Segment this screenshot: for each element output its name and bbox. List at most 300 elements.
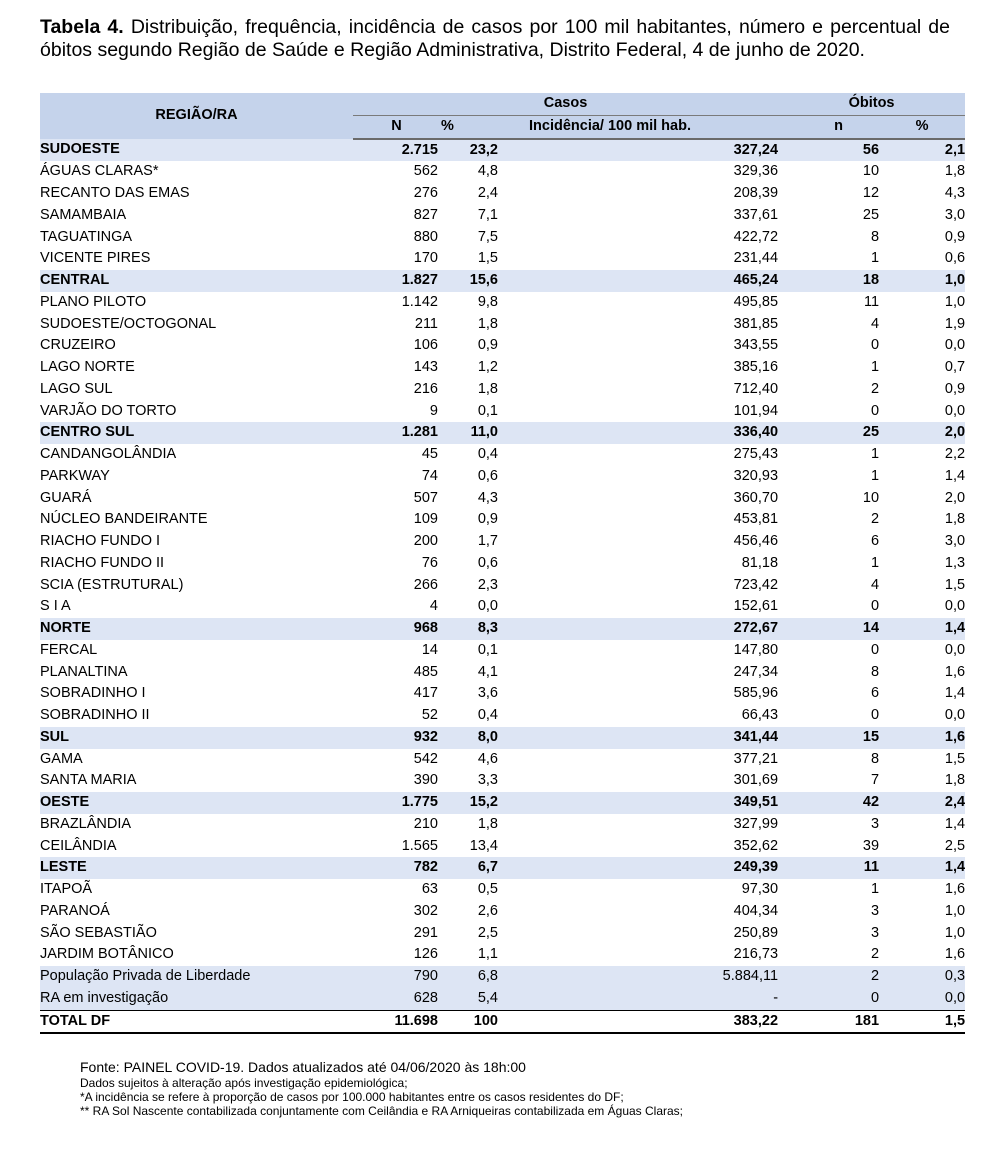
row-cases-pct: 8,3 xyxy=(438,618,498,640)
table-row xyxy=(40,683,965,705)
row-incidencia: 712,40 xyxy=(733,380,779,397)
header-regiao: REGIÃO/RA xyxy=(40,93,353,139)
row-incidencia: 5.884,11 xyxy=(498,966,778,988)
row-obitos-pct: 1,6 xyxy=(944,663,966,680)
row-name: PARKWAY xyxy=(40,467,110,484)
row-name: SAMAMBAIA xyxy=(40,206,127,223)
table-row xyxy=(40,466,965,488)
row-obitos-n: 3 xyxy=(870,815,880,832)
row-cases-pct: 7,5 xyxy=(477,228,498,245)
row-obitos-n: 0 xyxy=(870,337,880,354)
row-cases-pct: 3,6 xyxy=(477,685,498,702)
row-obitos-n: 4 xyxy=(870,576,880,593)
row-cases-pct: 0,0 xyxy=(477,598,498,615)
row-name: S I A xyxy=(40,598,71,615)
row-cases-n: 63 xyxy=(421,881,438,897)
row-cases-pct: 4,6 xyxy=(477,750,498,767)
row-cases-pct: 9,8 xyxy=(477,293,498,310)
table-caption xyxy=(40,16,950,62)
region-group-row xyxy=(40,857,965,879)
row-obitos-n: 3 xyxy=(870,924,880,941)
row-cases-pct: 2,6 xyxy=(477,902,498,919)
region-group-row xyxy=(40,618,965,640)
table-row xyxy=(40,640,965,662)
caption-label: Tabela 4. xyxy=(40,16,124,38)
row-obitos-pct: 1,3 xyxy=(944,554,966,571)
row-cases-n: 4 xyxy=(429,598,438,615)
row-name: ITAPOÃ xyxy=(40,881,93,897)
row-obitos-pct: 1,6 xyxy=(879,727,965,749)
row-cases-pct: 1,8 xyxy=(477,315,498,332)
row-name: BRAZLÂNDIA xyxy=(40,815,132,832)
row-obitos-pct: 1,8 xyxy=(944,511,966,528)
row-name: SCIA (ESTRUTURAL) xyxy=(40,576,184,593)
table-row xyxy=(40,944,965,966)
row-incidencia: 216,73 xyxy=(733,946,779,963)
row-name: VARJÃO DO TORTO xyxy=(40,402,177,419)
row-obitos-n: 2 xyxy=(778,966,879,988)
row-obitos-n: 1 xyxy=(870,359,880,375)
row-cases-pct: 13,4 xyxy=(469,837,498,854)
row-name: SUDOESTE xyxy=(40,139,353,162)
total-obitos-n: 181 xyxy=(778,1010,879,1033)
total-name: TOTAL DF xyxy=(40,1010,353,1033)
row-incidencia: 320,93 xyxy=(733,467,779,484)
row-incidencia: 360,70 xyxy=(733,489,779,506)
row-cases-n: 2.715 xyxy=(353,139,438,162)
row-incidencia: 327,99 xyxy=(733,815,779,832)
region-group-row xyxy=(40,270,965,292)
table-row xyxy=(40,205,965,227)
table-row xyxy=(40,531,965,553)
row-incidencia: 585,96 xyxy=(733,685,779,702)
row-obitos-n: 1 xyxy=(870,554,880,571)
row-cases-n: 216 xyxy=(413,380,438,397)
row-name: CANDANGOLÂNDIA xyxy=(40,446,177,462)
row-incidencia: 385,16 xyxy=(733,359,779,375)
row-cases-n: 126 xyxy=(413,946,438,963)
table-row xyxy=(40,314,965,336)
table-row xyxy=(40,183,965,205)
row-obitos-n: 0 xyxy=(870,598,880,615)
total-obitos-pct: 1,5 xyxy=(879,1010,965,1033)
row-cases-pct: 11,0 xyxy=(438,422,498,444)
row-obitos-pct: 0,0 xyxy=(879,988,965,1010)
row-cases-n: 417 xyxy=(413,685,438,702)
row-name: RECANTO DAS EMAS xyxy=(40,185,190,201)
row-incidencia: 272,67 xyxy=(498,618,778,640)
row-name: PARANOÁ xyxy=(40,902,110,919)
row-obitos-pct: 2,4 xyxy=(879,792,965,814)
row-obitos-n: 1 xyxy=(870,250,880,267)
row-cases-n: 52 xyxy=(421,707,438,723)
row-incidencia: 349,51 xyxy=(498,792,778,814)
total-incidencia: 383,22 xyxy=(498,1010,778,1033)
table-row xyxy=(40,357,965,379)
table-row xyxy=(40,749,965,771)
row-obitos-n: 25 xyxy=(862,206,880,223)
row-obitos-n: 0 xyxy=(870,707,880,723)
row-incidencia: 327,24 xyxy=(498,139,778,162)
row-obitos-pct: 1,0 xyxy=(944,293,966,310)
row-name: CENTRO SUL xyxy=(40,422,353,444)
row-name: CRUZEIRO xyxy=(40,337,116,354)
row-cases-n: 880 xyxy=(413,228,438,245)
row-cases-n: 14 xyxy=(421,641,438,658)
row-name: GAMA xyxy=(40,750,83,767)
row-cases-n: 782 xyxy=(353,857,438,879)
header-n: N xyxy=(353,115,438,138)
row-obitos-n: 6 xyxy=(870,533,880,549)
row-cases-pct: 0,1 xyxy=(477,641,498,658)
table-row xyxy=(40,379,965,401)
row-obitos-n: 14 xyxy=(778,618,879,640)
row-incidencia: 147,80 xyxy=(733,641,779,658)
row-obitos-pct: 0,3 xyxy=(879,966,965,988)
row-name: NÚCLEO BANDEIRANTE xyxy=(40,511,208,528)
table-row xyxy=(40,662,965,684)
region-group-row xyxy=(40,792,965,814)
header-casos: Casos xyxy=(353,93,778,115)
table-row xyxy=(40,292,965,314)
row-incidencia: 453,81 xyxy=(733,511,779,528)
row-name: GUARÁ xyxy=(40,489,92,506)
row-obitos-n: 1 xyxy=(870,467,880,484)
row-cases-n: 1.565 xyxy=(401,837,438,854)
row-cases-pct: 15,2 xyxy=(438,792,498,814)
table-row xyxy=(40,509,965,531)
table-row xyxy=(40,705,965,727)
row-obitos-n: 8 xyxy=(870,663,880,680)
row-cases-n: 291 xyxy=(413,924,438,941)
row-obitos-n: 15 xyxy=(778,727,879,749)
row-incidencia: 352,62 xyxy=(733,837,779,854)
table-row xyxy=(40,335,965,357)
row-name: População Privada de Liberdade xyxy=(40,966,353,988)
row-cases-pct: 2,3 xyxy=(477,576,498,593)
row-obitos-pct: 0,9 xyxy=(944,228,966,245)
row-obitos-pct: 2,0 xyxy=(944,489,966,506)
row-incidencia: 337,61 xyxy=(733,206,779,223)
note-line: *A incidência se refere à proporção de casos por 100.000 habitantes entre os casos residentes do DF; xyxy=(80,1090,624,1104)
row-name: SUDOESTE/OCTOGONAL xyxy=(40,315,217,332)
header-row-top xyxy=(40,93,965,115)
cases-table xyxy=(40,93,965,1034)
row-name: LESTE xyxy=(40,857,353,879)
table-row xyxy=(40,444,965,466)
row-cases-n: 1.775 xyxy=(353,792,438,814)
row-name: CEILÂNDIA xyxy=(40,837,117,854)
row-cases-n: 827 xyxy=(413,206,438,223)
row-cases-pct: 1,5 xyxy=(477,250,498,267)
row-obitos-pct: 1,4 xyxy=(879,618,965,640)
row-cases-n: 76 xyxy=(421,554,438,571)
row-obitos-n: 0 xyxy=(870,641,880,658)
row-cases-pct: 1,8 xyxy=(477,380,498,397)
row-obitos-n: 10 xyxy=(862,489,880,506)
row-incidencia: 404,34 xyxy=(733,902,779,919)
row-cases-n: 45 xyxy=(421,446,438,462)
row-cases-pct: 0,4 xyxy=(477,707,498,723)
row-obitos-pct: 1,4 xyxy=(879,857,965,879)
row-cases-pct: 0,1 xyxy=(477,402,498,419)
row-cases-pct: 2,4 xyxy=(477,185,498,201)
row-obitos-n: 4 xyxy=(870,315,880,332)
header-n-obitos: n xyxy=(778,115,879,138)
row-cases-pct: 0,5 xyxy=(477,881,498,897)
table-row xyxy=(40,488,965,510)
row-obitos-pct: 1,8 xyxy=(944,163,966,180)
row-obitos-pct: 0,7 xyxy=(944,359,966,375)
row-obitos-n: 2 xyxy=(870,511,880,528)
note-line: ** RA Sol Nascente contabilizada conjuntamente com Ceilândia e RA Arniqueiras contabilizada em Águas Claras; xyxy=(80,1104,684,1118)
total-n: 11.698 xyxy=(353,1010,438,1033)
row-cases-pct: 7,1 xyxy=(477,206,498,223)
table-row xyxy=(40,401,965,423)
row-cases-n: 9 xyxy=(429,402,438,419)
row-cases-n: 170 xyxy=(413,250,438,267)
region-group-row xyxy=(40,139,965,162)
row-obitos-pct: 0,0 xyxy=(944,598,966,615)
row-cases-pct: 6,7 xyxy=(438,857,498,879)
row-name: VICENTE PIRES xyxy=(40,250,151,267)
row-cases-n: 562 xyxy=(413,163,438,180)
row-cases-n: 628 xyxy=(353,988,438,1010)
row-incidencia: 231,44 xyxy=(733,250,779,267)
row-incidencia: 465,24 xyxy=(498,270,778,292)
row-incidencia: - xyxy=(498,988,778,1010)
row-obitos-pct: 4,3 xyxy=(944,185,966,201)
row-obitos-pct: 3,0 xyxy=(944,206,966,223)
row-incidencia: 247,34 xyxy=(733,663,779,680)
row-cases-n: 74 xyxy=(421,467,438,484)
row-obitos-pct: 1,4 xyxy=(944,815,966,832)
row-name: PLANO PILOTO xyxy=(40,293,147,310)
row-cases-pct: 4,1 xyxy=(477,663,498,680)
row-cases-pct: 1,7 xyxy=(477,533,498,549)
row-obitos-pct: 0,0 xyxy=(944,707,966,723)
row-obitos-pct: 1,4 xyxy=(944,685,966,702)
row-incidencia: 66,43 xyxy=(741,707,779,723)
row-cases-pct: 4,8 xyxy=(477,163,498,180)
row-cases-pct: 5,4 xyxy=(438,988,498,1010)
total-pct: 100 xyxy=(438,1010,498,1033)
row-name: SOBRADINHO I xyxy=(40,685,146,702)
row-incidencia: 81,18 xyxy=(741,554,779,571)
row-cases-pct: 4,3 xyxy=(477,489,498,506)
row-obitos-n: 42 xyxy=(778,792,879,814)
row-cases-n: 266 xyxy=(413,576,438,593)
table-row xyxy=(40,227,965,249)
row-obitos-pct: 0,0 xyxy=(944,402,966,419)
header-incidencia: Incidência/ 100 mil hab. xyxy=(498,115,778,138)
row-obitos-pct: 1,5 xyxy=(944,576,966,593)
row-obitos-n: 56 xyxy=(778,139,879,162)
row-incidencia: 381,85 xyxy=(733,315,779,332)
row-incidencia: 97,30 xyxy=(741,881,779,897)
row-obitos-n: 8 xyxy=(870,228,880,245)
table-row xyxy=(40,814,965,836)
row-obitos-pct: 1,4 xyxy=(944,467,966,484)
row-obitos-pct: 1,6 xyxy=(944,946,966,963)
row-cases-pct: 0,4 xyxy=(477,446,498,462)
row-obitos-pct: 2,5 xyxy=(944,837,966,854)
row-cases-n: 109 xyxy=(413,511,438,528)
row-obitos-n: 6 xyxy=(870,685,880,702)
row-cases-n: 790 xyxy=(353,966,438,988)
row-name: TAGUATINGA xyxy=(40,228,133,245)
row-cases-pct: 1,1 xyxy=(477,946,498,963)
row-obitos-n: 25 xyxy=(778,422,879,444)
row-name: CENTRAL xyxy=(40,270,353,292)
row-cases-pct: 23,2 xyxy=(438,139,498,162)
row-incidencia: 723,42 xyxy=(733,576,779,593)
row-cases-pct: 0,9 xyxy=(477,337,498,354)
row-cases-pct: 15,6 xyxy=(438,270,498,292)
row-obitos-n: 0 xyxy=(778,988,879,1010)
row-cases-pct: 3,3 xyxy=(477,772,498,789)
row-cases-n: 200 xyxy=(413,533,438,549)
table-row xyxy=(40,770,965,792)
row-cases-n: 1.281 xyxy=(353,422,438,444)
special-row xyxy=(40,988,965,1010)
row-cases-pct: 1,8 xyxy=(477,815,498,832)
table-row xyxy=(40,596,965,618)
row-cases-n: 106 xyxy=(413,337,438,354)
row-obitos-pct: 2,0 xyxy=(879,422,965,444)
row-obitos-n: 10 xyxy=(862,163,880,180)
header-pct-obitos: % xyxy=(879,115,965,138)
row-incidencia: 249,39 xyxy=(498,857,778,879)
row-obitos-pct: 1,0 xyxy=(944,902,966,919)
row-incidencia: 456,46 xyxy=(733,533,779,549)
row-name: FERCAL xyxy=(40,641,98,658)
row-obitos-pct: 0,0 xyxy=(944,641,966,658)
row-name: PLANALTINA xyxy=(40,663,128,680)
row-obitos-n: 11 xyxy=(863,293,880,310)
row-incidencia: 250,89 xyxy=(733,924,779,941)
table-row xyxy=(40,901,965,923)
region-group-row xyxy=(40,727,965,749)
row-cases-n: 507 xyxy=(413,489,438,506)
row-obitos-pct: 3,0 xyxy=(944,533,966,549)
row-incidencia: 336,40 xyxy=(498,422,778,444)
row-obitos-pct: 0,9 xyxy=(944,380,966,397)
row-obitos-n: 8 xyxy=(870,750,880,767)
row-obitos-n: 39 xyxy=(862,837,880,854)
row-cases-n: 302 xyxy=(413,902,438,919)
row-incidencia: 275,43 xyxy=(733,446,779,462)
row-cases-pct: 6,8 xyxy=(438,966,498,988)
row-name: ÁGUAS CLARAS* xyxy=(40,163,159,180)
row-name: SANTA MARIA xyxy=(40,772,137,789)
row-cases-pct: 0,9 xyxy=(477,511,498,528)
table-row xyxy=(40,553,965,575)
row-obitos-n: 0 xyxy=(870,402,880,419)
row-incidencia: 329,36 xyxy=(733,163,779,180)
row-cases-pct: 0,6 xyxy=(477,554,498,571)
table-body xyxy=(40,139,965,1011)
row-cases-n: 932 xyxy=(353,727,438,749)
row-incidencia: 208,39 xyxy=(733,185,779,201)
header-obitos: Óbitos xyxy=(778,93,965,115)
row-name: LAGO SUL xyxy=(40,380,113,397)
row-obitos-pct: 1,9 xyxy=(944,315,966,332)
row-obitos-pct: 0,0 xyxy=(944,337,966,354)
row-incidencia: 377,21 xyxy=(733,750,779,767)
row-name: SUL xyxy=(40,727,353,749)
row-obitos-pct: 1,0 xyxy=(879,270,965,292)
row-cases-n: 211 xyxy=(414,315,438,332)
caption-text: Distribuição, frequência, incidência de casos por 100 mil habitantes, número e percentual de óbitos segundo Região de Saúde e Região Administrativa, Distrito Federal, 4 de junho de 2020. xyxy=(40,16,950,61)
row-incidencia: 301,69 xyxy=(733,772,779,789)
row-name: RIACHO FUNDO II xyxy=(40,554,165,571)
row-cases-n: 542 xyxy=(413,750,438,767)
row-name: OESTE xyxy=(40,792,353,814)
table-row xyxy=(40,923,965,945)
row-incidencia: 101,94 xyxy=(733,402,779,419)
row-cases-n: 390 xyxy=(413,772,438,789)
row-name: LAGO NORTE xyxy=(40,359,135,375)
row-obitos-n: 7 xyxy=(870,772,880,789)
row-cases-pct: 8,0 xyxy=(438,727,498,749)
row-obitos-pct: 2,2 xyxy=(944,446,966,462)
row-obitos-n: 1 xyxy=(870,881,880,897)
special-row xyxy=(40,966,965,988)
row-cases-n: 1.827 xyxy=(353,270,438,292)
row-obitos-pct: 1,0 xyxy=(944,924,966,941)
row-cases-n: 1.142 xyxy=(401,293,438,310)
table-row xyxy=(40,575,965,597)
row-name: SÃO SEBASTIÃO xyxy=(40,924,157,941)
row-obitos-n: 2 xyxy=(870,946,880,963)
row-name: SOBRADINHO II xyxy=(40,707,150,723)
region-group-row xyxy=(40,422,965,444)
row-obitos-n: 1 xyxy=(870,446,880,462)
row-cases-pct: 2,5 xyxy=(477,924,498,941)
row-cases-pct: 1,2 xyxy=(477,359,498,375)
row-name: RA em investigação xyxy=(40,988,353,1010)
source-note: Fonte: PAINEL COVID-19. Dados atualizados até 04/06/2020 às 18h:00 xyxy=(80,1059,526,1075)
total-row xyxy=(40,1010,965,1033)
row-name: RIACHO FUNDO I xyxy=(40,533,161,549)
row-obitos-pct: 0,6 xyxy=(944,250,966,267)
row-incidencia: 422,72 xyxy=(733,228,779,245)
row-obitos-n: 11 xyxy=(778,857,879,879)
row-incidencia: 343,55 xyxy=(733,337,779,354)
header-pct: % xyxy=(438,115,498,138)
row-name: NORTE xyxy=(40,618,353,640)
note-line: Dados sujeitos à alteração após investigação epidemiológica; xyxy=(80,1076,408,1090)
row-obitos-n: 3 xyxy=(870,902,880,919)
row-cases-n: 210 xyxy=(413,815,438,832)
table-row xyxy=(40,161,965,183)
row-cases-n: 276 xyxy=(413,185,438,201)
row-obitos-pct: 1,8 xyxy=(944,772,966,789)
row-obitos-n: 12 xyxy=(862,185,880,201)
table-notes xyxy=(80,1058,940,1118)
table-row xyxy=(40,879,965,901)
row-incidencia: 495,85 xyxy=(733,293,779,310)
row-cases-n: 143 xyxy=(413,359,438,375)
row-obitos-pct: 1,5 xyxy=(944,750,966,767)
table-row xyxy=(40,836,965,858)
row-obitos-pct: 2,1 xyxy=(879,139,965,162)
row-incidencia: 152,61 xyxy=(733,598,779,615)
row-cases-n: 485 xyxy=(413,663,438,680)
row-obitos-n: 2 xyxy=(870,380,880,397)
row-obitos-n: 18 xyxy=(778,270,879,292)
